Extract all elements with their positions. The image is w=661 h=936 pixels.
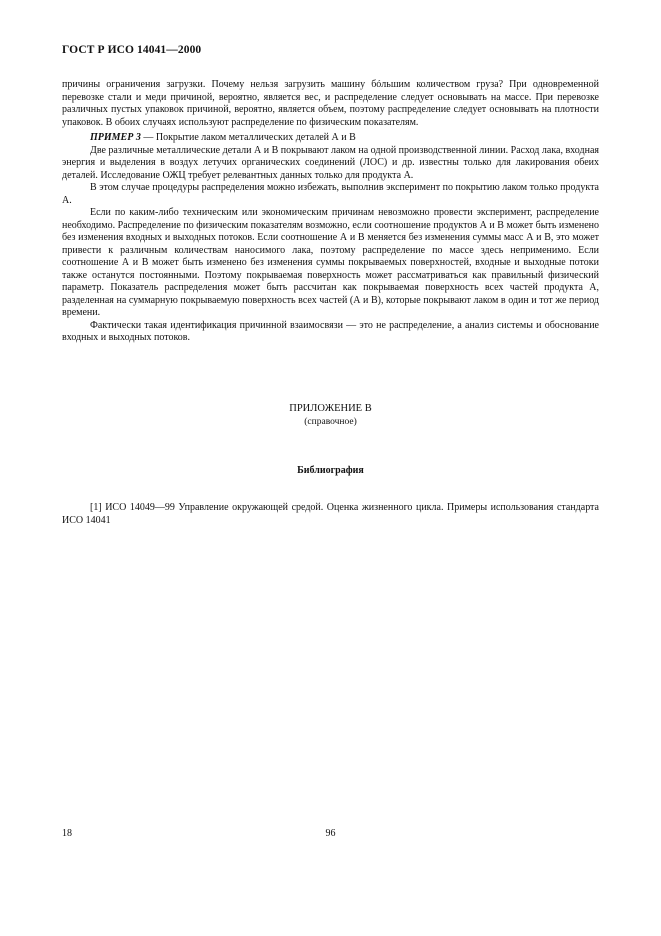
- document-header: ГОСТ Р ИСО 14041—2000: [62, 44, 202, 56]
- page-number-left: 18: [62, 828, 72, 839]
- appendix-title: ПРИЛОЖЕНИЕ В: [289, 403, 372, 414]
- paragraph-example-description: Две различные металлические детали А и В покрывают лаком на одной производственной линии. Расход лака, входная энергия и выделения в воздух летучих органических соединений (ЛОС) и др. известны только для лакирования обеих деталей. Исследование ОЖЦ требует релевантных данных только для продукта А.: [62, 144, 599, 181]
- body-text: [62, 79, 599, 345]
- example-title: — Покрытие лаком металлических деталей А и В: [140, 132, 356, 143]
- appendix-subtitle: (справочное): [304, 416, 357, 427]
- page-number-center: 96: [325, 828, 336, 839]
- bibliography-list: [62, 502, 599, 527]
- bibliography-title: Библиография: [297, 465, 364, 476]
- paragraph-conclusion: Фактически такая идентификация причинной взаимосвязи — это не распределение, а анализ системы и обоснование входных и выходных потоков.: [62, 319, 599, 343]
- paragraph-physical-allocation: Если по каким-либо техническим или экономическим причинам невозможно провести эксперимент, распределение необходимо. Распределение по физическим показателям возможно, если соотношение продуктов А и В может быть изменено без изменения входных и выходных потоков. Если соотношение А и В меняется без изменения суммы масс А и В, это может привести к различным количествам наносимого лака, поэтому распределение по массе здесь неприменимо. Если соотношение А и В может быть изменено без изменения суммы покрываемых поверхностей, входные и выходные потоки также останутся постоянными. Поэтому покрываемая поверхность может рассматриваться как правильный физический параметр. Показатель распределения может быть рассчитан как покрываемая поверхность всех частей продукта А, разделенная на суммарную покрываемую поверхность всех частей (А и В), которые покрывают лаком в один и тот же период времени.: [62, 207, 599, 318]
- example-label: ПРИМЕР 3: [90, 132, 141, 143]
- paragraph-avoid-allocation: В этом случае процедуры распределения можно избежать, выполнив эксперимент по покрытию лаком только продукта А.: [62, 182, 599, 206]
- appendix-heading: [0, 403, 661, 428]
- paragraph-continuation: причины ограничения загрузки. Почему нельзя загрузить машину бóльшим количеством груза? При одновременной перевозке стали и меди причиной, вероятно, является вес, и распределение следует основывать на массе. При перевозке различных пустых упаковок причиной, вероятно, является объем, поэтому распределение следует основывать на плотности упаковок. В обоих случаях используют распределение по физическим показателям.: [62, 79, 599, 128]
- example-heading: [62, 132, 599, 145]
- bibliography-item: [1] ИСО 14049—99 Управление окружающей средой. Оценка жизненного цикла. Примеры использования стандарта ИСО 14041: [62, 502, 599, 526]
